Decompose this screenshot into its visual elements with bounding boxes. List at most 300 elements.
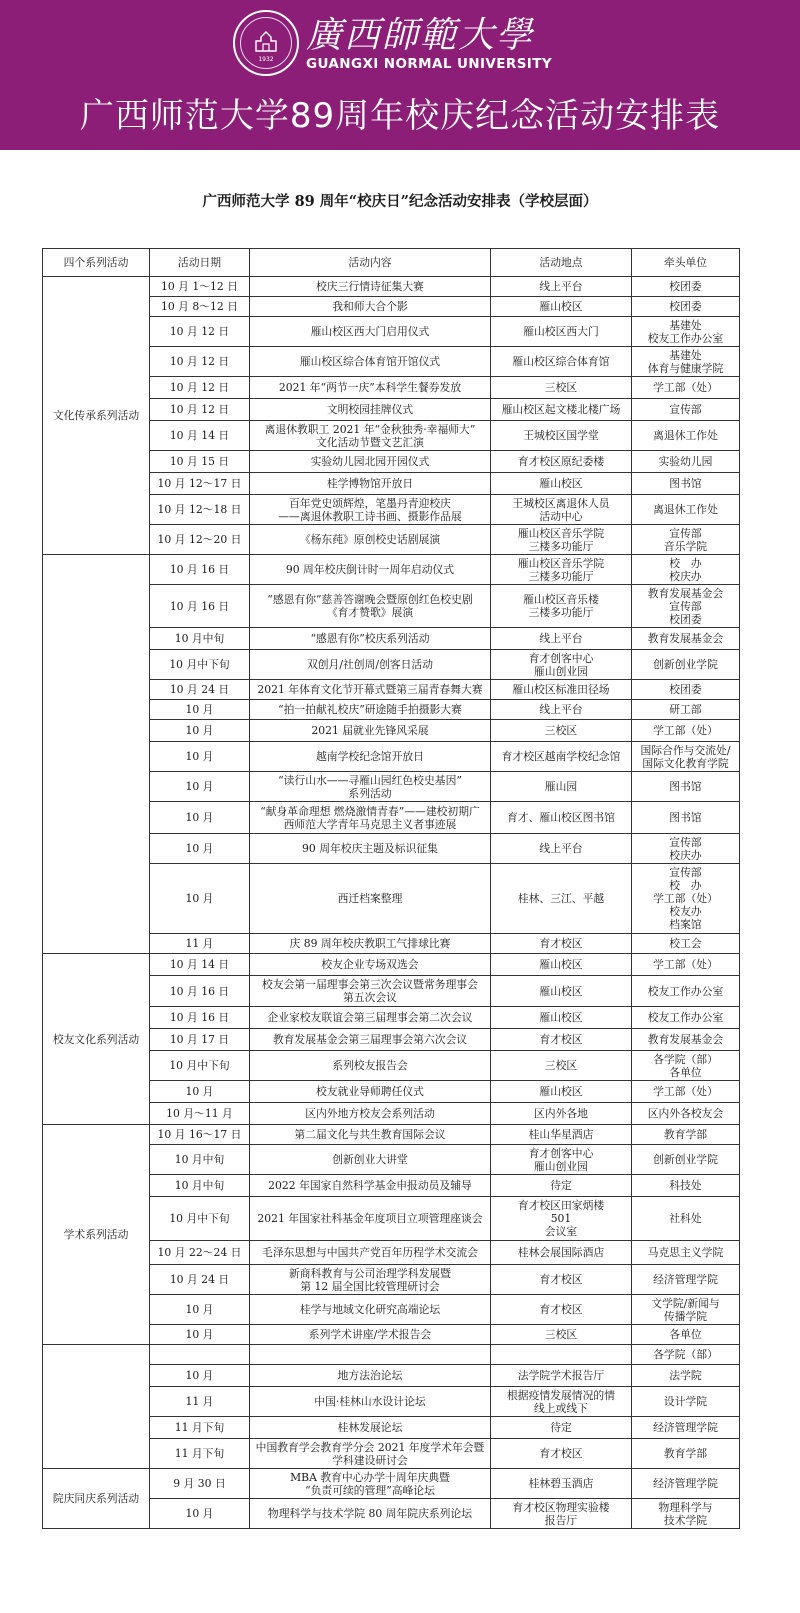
- content-text: 第二届文化与共生教育国际会议: [294, 1128, 446, 1141]
- date-cell: [150, 1345, 250, 1365]
- unit-text: 经济管理学院: [653, 1477, 718, 1490]
- place-text: 线上平台: [539, 703, 583, 716]
- place-text: 雁山校区起文楼北楼广场: [501, 403, 621, 416]
- unit-text: 校友工作办公室: [647, 331, 724, 345]
- content-text: 第 12 届全国比较管理研讨会: [300, 1279, 440, 1293]
- date-cell: [150, 1145, 250, 1175]
- content-cell: [250, 1365, 491, 1387]
- unit-cell: [632, 1081, 740, 1103]
- date-text: 10 月 24 日: [169, 1273, 230, 1286]
- date-text: 11 月: [185, 1395, 214, 1408]
- place-text: 育才校区: [539, 1447, 583, 1460]
- unit-cell: [632, 1439, 740, 1469]
- place-text: 待定: [550, 1179, 572, 1192]
- place-text: 根据疫情发展情况的情: [507, 1388, 615, 1402]
- place-text: 雁山校区: [539, 958, 583, 971]
- content-cell: [250, 555, 491, 585]
- unit-text: 经济管理学院: [653, 1273, 718, 1286]
- date-cell: [150, 1175, 250, 1197]
- series-cell: [43, 1345, 150, 1469]
- content-cell: [250, 834, 491, 864]
- unit-text: 教育发展基金会: [647, 1033, 724, 1046]
- place-cell: [491, 934, 632, 954]
- date-cell: [150, 1007, 250, 1029]
- header-banner: [0, 0, 800, 150]
- content-cell: [250, 1325, 491, 1345]
- unit-text: 校友办: [669, 905, 702, 918]
- unit-text: 校团委: [669, 280, 702, 293]
- date-text: 10 月 16 日: [169, 563, 230, 576]
- place-text: 线上或线下: [534, 1401, 588, 1415]
- unit-text: 国际合作与交流处/: [640, 743, 731, 757]
- date-cell: [150, 555, 250, 585]
- content-text: 2021 年国家社科基金年度项目立项管理座谈会: [257, 1212, 483, 1225]
- date-text: 10 月: [185, 842, 214, 855]
- table-row: [43, 1469, 740, 1499]
- unit-text: 校 办: [669, 556, 702, 570]
- content-text: 实验幼儿园北园开园仪式: [310, 455, 430, 468]
- date-text: 10 月 1～12 日: [160, 280, 239, 293]
- content-cell: [250, 742, 491, 772]
- place-cell: [491, 834, 632, 864]
- date-text: 10 月: [185, 1507, 214, 1520]
- content-cell: [250, 720, 491, 742]
- unit-text: 各单位: [669, 1065, 702, 1079]
- content-text: “负责可续的管理”高峰论坛: [305, 1483, 435, 1497]
- unit-text: 区内外各校友会: [647, 1107, 724, 1120]
- unit-cell: [632, 1125, 740, 1145]
- unit-cell: [632, 742, 740, 772]
- content-cell: [250, 585, 491, 628]
- content-text: ——离退休教职工诗书画、摄影作品展: [278, 509, 462, 523]
- date-text: 10 月: [185, 1369, 214, 1382]
- content-cell: [250, 421, 491, 451]
- unit-cell: [632, 864, 740, 934]
- unit-text: 研工部: [669, 703, 702, 716]
- unit-text: 社科处: [669, 1212, 702, 1225]
- place-text: 雁山校区: [539, 984, 583, 998]
- date-text: 10 月 8～12 日: [160, 300, 239, 313]
- place-text: 雁山校区: [539, 1011, 583, 1024]
- date-text: 10 月中旬: [174, 1153, 225, 1166]
- content-text: 区内外地方校友会系列活动: [305, 1107, 435, 1120]
- place-cell: [491, 525, 632, 555]
- place-text: 桂林碧玉酒店: [528, 1477, 594, 1490]
- place-text: 育才校区: [539, 1303, 583, 1316]
- content-text: 雁山校区西大门启用仪式: [310, 325, 430, 338]
- place-text: 雁山创业园: [534, 1159, 588, 1173]
- unit-text: 学工部（处）: [653, 892, 718, 905]
- unit-text: 体育与健康学院: [647, 361, 724, 375]
- unit-text: 离退休工作处: [653, 429, 718, 442]
- place-cell: [491, 628, 632, 650]
- place-cell: [491, 1051, 632, 1081]
- content-text: 学科建设研讨会: [332, 1453, 408, 1467]
- content-cell: [250, 347, 491, 377]
- date-cell: [150, 1365, 250, 1387]
- unit-cell: [632, 585, 740, 628]
- content-text: 校友会第一届理事会第三次会议暨常务理事会: [262, 978, 478, 991]
- unit-text: 创新创业学院: [653, 1153, 718, 1166]
- date-cell: [150, 277, 250, 297]
- place-text: 雁山校区标准田径场: [512, 683, 610, 696]
- place-text: 三校区: [544, 1059, 578, 1072]
- place-cell: [491, 317, 632, 347]
- place-cell: [491, 720, 632, 742]
- content-cell: [250, 628, 491, 650]
- unit-cell: [632, 1029, 740, 1051]
- table-header-row: [43, 249, 740, 277]
- place-cell: [491, 1325, 632, 1345]
- content-text: 地方法治论坛: [337, 1369, 403, 1382]
- date-text: 10 月 12 日: [169, 325, 230, 338]
- place-cell: [491, 421, 632, 451]
- place-cell: [491, 585, 632, 628]
- place-cell: [491, 772, 632, 802]
- date-cell: [150, 720, 250, 742]
- content-text: 越南学校纪念馆开放日: [316, 750, 424, 763]
- date-cell: [150, 628, 250, 650]
- unit-text: 技术学院: [663, 1513, 708, 1527]
- place-text: 会议室: [544, 1225, 578, 1238]
- place-text: 王城校区国学堂: [523, 429, 599, 442]
- place-text: 三校区: [544, 724, 578, 737]
- place-text: 报告厅: [544, 1513, 578, 1527]
- date-cell: [150, 1469, 250, 1499]
- place-cell: [491, 700, 632, 720]
- unit-text: 基建处: [669, 348, 702, 362]
- content-cell: [250, 934, 491, 954]
- column-header-series: 四个系列活动: [43, 249, 150, 277]
- unit-text: 校团委: [669, 612, 702, 626]
- place-text: 育才校区田家炳楼: [517, 1199, 605, 1212]
- place-cell: [491, 1345, 632, 1365]
- date-text: 10 月 24 日: [169, 683, 230, 696]
- content-text: 校庆三行情诗征集大赛: [316, 280, 424, 293]
- unit-text: 基建处: [669, 318, 702, 332]
- date-cell: [150, 934, 250, 954]
- date-cell: [150, 297, 250, 317]
- place-cell: [491, 1417, 632, 1439]
- date-cell: [150, 399, 250, 421]
- unit-cell: [632, 1175, 740, 1197]
- place-cell: [491, 1197, 632, 1241]
- content-cell: [250, 377, 491, 399]
- content-text: 中国·桂林山水设计论坛: [314, 1395, 426, 1408]
- schedule-table: [42, 248, 740, 1529]
- content-cell: [250, 1499, 491, 1529]
- date-text: 10 月 12～17 日: [157, 477, 242, 490]
- content-text: 中国教育学会教育学分会 2021 年度学术年会暨: [255, 1440, 485, 1454]
- unit-text: 学工部（处）: [653, 724, 718, 737]
- place-cell: [491, 802, 632, 834]
- unit-text: 各学院（部）: [653, 1052, 718, 1066]
- content-text: 《育才赞歌》展演: [326, 606, 414, 619]
- date-cell: [150, 680, 250, 700]
- content-cell: [250, 1051, 491, 1081]
- column-header-place: 活动地点: [491, 249, 632, 277]
- unit-text: 图书馆: [669, 811, 702, 824]
- place-text: 雁山校区西大门: [523, 325, 599, 338]
- unit-cell: [632, 720, 740, 742]
- unit-text: 经济管理学院: [653, 1421, 718, 1434]
- place-text: 雁山校区综合体育馆: [512, 355, 610, 368]
- date-text: 10 月: [185, 1328, 214, 1341]
- content-cell: [250, 525, 491, 555]
- content-text: 西师范大学青年马克思主义者事迹展: [283, 817, 457, 831]
- unit-text: 马克思主义学院: [647, 1246, 724, 1259]
- unit-text: 校团委: [669, 300, 702, 313]
- place-cell: [491, 1175, 632, 1197]
- content-text: 毛泽东思想与中国共产党百年历程学术交流会: [262, 1246, 478, 1259]
- content-text: 2021 年“两节一庆”本科学生餐券发放: [278, 381, 462, 394]
- content-text: 桂林发展论坛: [337, 1421, 403, 1434]
- content-text: MBA 教育中心办学十周年庆典暨: [290, 1470, 450, 1484]
- content-text: 桂学与地域文化研究高端论坛: [299, 1303, 441, 1316]
- content-text: 企业家校友联谊会第三届理事会第二次会议: [267, 1011, 473, 1024]
- date-text: 11 月下旬: [174, 1421, 225, 1434]
- content-text: 新商科教育与公司治理学科发展暨: [289, 1266, 451, 1280]
- content-cell: [250, 1345, 491, 1365]
- place-text: 育才创客中心: [528, 1146, 594, 1160]
- place-text: 桂林会展国际酒店: [517, 1246, 605, 1259]
- date-text: 10 月: [185, 780, 214, 793]
- date-cell: [150, 1241, 250, 1265]
- place-text: 雁山校区音乐学院: [517, 526, 605, 540]
- date-text: 10 月 12～18 日: [157, 503, 242, 516]
- place-cell: [491, 555, 632, 585]
- date-text: 11 月下旬: [174, 1447, 225, 1460]
- content-cell: [250, 650, 491, 680]
- date-cell: [150, 700, 250, 720]
- date-cell: [150, 1103, 250, 1125]
- content-text: 桂学博物馆开放日: [326, 477, 414, 490]
- unit-text: 学工部（处）: [653, 381, 718, 394]
- content-text: 系列学术讲座/学术报告会: [308, 1328, 432, 1341]
- place-text: 桂山华星酒店: [528, 1128, 594, 1141]
- place-cell: [491, 1125, 632, 1145]
- content-cell: [250, 317, 491, 347]
- unit-text: 各单位: [669, 1328, 702, 1341]
- date-cell: [150, 1029, 250, 1051]
- content-text: 校友企业专场双选会: [321, 958, 419, 971]
- unit-cell: [632, 802, 740, 834]
- place-text: 三楼多功能厅: [528, 606, 594, 619]
- date-cell: [150, 347, 250, 377]
- place-text: 三校区: [544, 381, 578, 394]
- place-text: 雁山园: [544, 780, 578, 793]
- content-text: 系列活动: [348, 786, 392, 800]
- content-text: “感恩有你”校庆系列活动: [310, 632, 430, 645]
- place-text: 501: [550, 1212, 572, 1225]
- date-text: 10 月: [185, 1085, 214, 1098]
- banner-title: 广西师范大学89周年校庆纪念活动安排表: [79, 96, 721, 136]
- date-cell: [150, 1387, 250, 1417]
- place-cell: [491, 1103, 632, 1125]
- date-text: 10 月 12 日: [169, 381, 230, 394]
- place-text: 三楼多功能厅: [528, 539, 594, 553]
- place-cell: [491, 1439, 632, 1469]
- unit-cell: [632, 1499, 740, 1529]
- content-cell: [250, 1265, 491, 1295]
- content-text: “读行山水——寻雁山园红色校史基因”: [278, 773, 462, 787]
- date-text: 10 月: [185, 811, 214, 824]
- place-text: 育才校区越南学校纪念馆: [501, 750, 621, 763]
- date-cell: [150, 1417, 250, 1439]
- date-text: 10 月 12 日: [169, 403, 230, 416]
- unit-text: 校工会: [669, 937, 702, 950]
- date-cell: [150, 451, 250, 473]
- place-text: 三校区: [544, 1328, 578, 1341]
- place-cell: [491, 495, 632, 525]
- date-cell: [150, 377, 250, 399]
- place-cell: [491, 1365, 632, 1387]
- unit-text: 图书馆: [669, 780, 702, 793]
- unit-text: 设计学院: [663, 1395, 708, 1408]
- date-cell: [150, 976, 250, 1007]
- unit-text: 教育发展基金会: [647, 586, 724, 600]
- date-cell: [150, 473, 250, 495]
- place-cell: [491, 377, 632, 399]
- place-cell: [491, 1469, 632, 1499]
- unit-text: 法学院: [669, 1369, 702, 1382]
- unit-cell: [632, 700, 740, 720]
- content-text: 校友就业导师聘任仪式: [316, 1085, 424, 1098]
- unit-text: 宣传部: [669, 526, 702, 540]
- content-text: “拍一拍献礼校庆”研途随手拍摄影大赛: [278, 703, 462, 716]
- date-cell: [150, 1197, 250, 1241]
- unit-cell: [632, 525, 740, 555]
- place-text: 雁山校区: [539, 300, 583, 313]
- unit-text: 教育学部: [663, 1447, 708, 1460]
- date-text: 10 月 16 日: [169, 984, 230, 998]
- unit-cell: [632, 834, 740, 864]
- unit-cell: [632, 650, 740, 680]
- unit-cell: [632, 934, 740, 954]
- unit-cell: [632, 976, 740, 1007]
- content-cell: [250, 954, 491, 976]
- date-cell: [150, 864, 250, 934]
- date-cell: [150, 802, 250, 834]
- university-name-chinese: 廣西師範大學: [306, 15, 535, 56]
- series-cell: 学术系列活动: [43, 1125, 150, 1345]
- unit-text: 档案馆: [669, 918, 702, 931]
- unit-cell: [632, 1325, 740, 1345]
- date-text: 10 月: [185, 892, 214, 905]
- unit-text: 音乐学院: [663, 539, 708, 553]
- place-text: 育才创客中心: [528, 651, 594, 665]
- content-text: 第五次会议: [343, 991, 397, 1004]
- date-text: 10 月 16 日: [169, 1011, 230, 1024]
- date-text: 10 月: [185, 750, 214, 763]
- date-cell: [150, 834, 250, 864]
- date-text: 10 月 22～24 日: [157, 1246, 242, 1259]
- date-text: 10 月中下旬: [169, 1059, 230, 1072]
- content-cell: [250, 700, 491, 720]
- place-cell: [491, 954, 632, 976]
- content-cell: [250, 473, 491, 495]
- unit-cell: [632, 555, 740, 585]
- unit-text: 教育发展基金会: [647, 632, 724, 645]
- date-cell: [150, 317, 250, 347]
- content-text: 文化活动节暨文艺汇演: [316, 435, 424, 449]
- unit-text: 文学院/新闻与: [651, 1296, 720, 1310]
- place-cell: [491, 1295, 632, 1325]
- content-cell: [250, 802, 491, 834]
- unit-cell: [632, 680, 740, 700]
- unit-cell: [632, 1345, 740, 1365]
- content-cell: [250, 1387, 491, 1417]
- content-text: 系列校友报告会: [332, 1059, 408, 1072]
- date-cell: [150, 1499, 250, 1529]
- unit-cell: [632, 473, 740, 495]
- date-cell: [150, 1081, 250, 1103]
- content-cell: [250, 1469, 491, 1499]
- place-text: 育才校区原纪委楼: [517, 455, 605, 468]
- unit-cell: [632, 1103, 740, 1125]
- place-cell: [491, 297, 632, 317]
- date-text: 10 月: [185, 724, 214, 737]
- content-cell: [250, 1295, 491, 1325]
- date-cell: [150, 1295, 250, 1325]
- unit-cell: [632, 1197, 740, 1241]
- place-text: 雁山校区音乐学院: [517, 556, 605, 570]
- place-text: 育才校区: [539, 1033, 583, 1046]
- date-cell: [150, 742, 250, 772]
- column-header-content: 活动内容: [250, 249, 491, 277]
- place-text: 线上平台: [539, 842, 583, 855]
- content-text: 文明校园挂牌仪式: [326, 403, 414, 416]
- date-text: 10 月 12～20 日: [157, 533, 242, 546]
- content-text: 双创月/社创周/创客日活动: [306, 658, 434, 671]
- table-row: [43, 954, 740, 976]
- unit-text: 校 办: [669, 879, 702, 892]
- content-cell: [250, 1175, 491, 1197]
- unit-text: 教育学部: [663, 1128, 708, 1141]
- place-text: 王城校区离退休人员: [512, 496, 610, 510]
- content-text: 2021 年体育文化节开幕式暨第三届青春舞大赛: [257, 683, 483, 696]
- university-name-english: GUANGXI NORMAL UNIVERSITY: [306, 56, 553, 72]
- place-cell: [491, 1007, 632, 1029]
- date-text: 10 月: [185, 703, 214, 716]
- unit-cell: [632, 1365, 740, 1387]
- date-cell: [150, 1125, 250, 1145]
- content-cell: [250, 864, 491, 934]
- content-cell: [250, 680, 491, 700]
- unit-text: 传播学院: [663, 1309, 708, 1323]
- content-cell: [250, 495, 491, 525]
- content-text: 教育发展基金会第三届理事会第六次会议: [272, 1033, 468, 1046]
- content-cell: [250, 277, 491, 297]
- university-seal-icon: 1932: [233, 10, 299, 76]
- place-text: 雁山创业园: [534, 664, 588, 678]
- unit-cell: [632, 1265, 740, 1295]
- date-cell: [150, 1439, 250, 1469]
- unit-text: 学工部（处）: [653, 958, 718, 971]
- content-cell: [250, 1081, 491, 1103]
- unit-cell: [632, 399, 740, 421]
- unit-cell: [632, 1417, 740, 1439]
- place-cell: [491, 1265, 632, 1295]
- unit-text: 国际文化教育学院: [642, 756, 729, 770]
- content-cell: [250, 1145, 491, 1175]
- place-text: 活动中心: [539, 509, 583, 523]
- series-cell: 文化传承系列活动: [43, 277, 150, 555]
- content-cell: [250, 1103, 491, 1125]
- content-text: 《杨东莼》原创校史话剧展演: [299, 533, 441, 546]
- place-text: 雁山校区音乐楼: [523, 593, 599, 606]
- unit-text: 物理科学与: [658, 1500, 713, 1514]
